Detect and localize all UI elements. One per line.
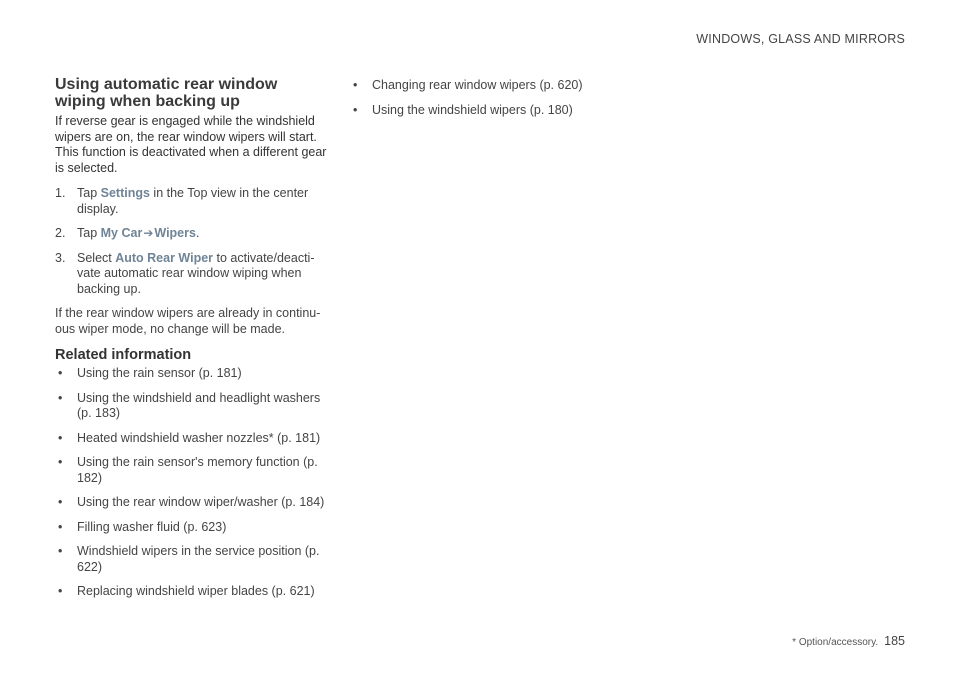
- bullet-icon: •: [353, 78, 358, 92]
- step-text: to activate/deacti-vate automatic rear window wiping when backing up.: [77, 250, 315, 296]
- page-footer: [792, 634, 905, 648]
- related-link[interactable]: [350, 78, 622, 94]
- page-number: 185: [884, 634, 905, 648]
- arrow-right-icon: ➔: [143, 226, 154, 240]
- ui-term-my-car: My Car: [100, 226, 143, 240]
- bullet-icon: •: [58, 455, 63, 469]
- related-list-continued: [350, 78, 622, 118]
- running-header: WINDOWS, GLASS AND MIRRORS: [696, 32, 905, 46]
- bullet-icon: •: [58, 366, 63, 380]
- step-number: 3.: [55, 250, 66, 265]
- related-link-text: Replacing windshield wiper blades (p. 621): [77, 584, 315, 598]
- related-link[interactable]: [55, 391, 327, 422]
- related-link[interactable]: [55, 520, 327, 536]
- section-title: Using automatic rear window wiping when backing up: [55, 76, 278, 110]
- bullet-icon: •: [58, 430, 63, 445]
- footnote-option-accessory: * Option/accessory.: [792, 637, 879, 648]
- related-list: [55, 366, 327, 600]
- step-text: in the Top view in the center display.: [77, 186, 309, 216]
- bullet-icon: •: [58, 544, 63, 558]
- related-link[interactable]: [55, 495, 327, 511]
- bullet-icon: •: [58, 519, 63, 534]
- step-text: Select: [77, 250, 116, 265]
- bullet-icon: •: [58, 584, 63, 598]
- step-text: Tap: [77, 186, 101, 200]
- bullet-icon: •: [58, 390, 63, 405]
- related-link-text: Windshield wipers in the service position (p. 622): [77, 544, 320, 574]
- related-link[interactable]: [55, 544, 327, 575]
- step-item: [55, 251, 327, 298]
- related-link-text: Using the rear window wiper/washer (p. 184): [77, 495, 325, 509]
- related-link-text: Using the rain sensor's memory function (p. 182): [77, 455, 318, 485]
- bullet-icon: •: [353, 102, 358, 117]
- step-text: .: [195, 226, 200, 240]
- related-link-text: Heated windshield washer nozzles* (p. 181): [77, 430, 321, 445]
- ui-term-wipers: Wipers: [154, 226, 196, 240]
- steps-list: [55, 186, 327, 297]
- step-item: [55, 226, 327, 242]
- step-number: 1.: [55, 186, 66, 200]
- ui-term-settings: Settings: [100, 186, 150, 200]
- related-link-text: Using the windshield and headlight washers (p. 183): [77, 390, 321, 420]
- related-link-text: Changing rear window wipers (p. 620): [372, 78, 583, 92]
- bullet-icon: •: [58, 495, 63, 509]
- related-heading: Related information: [55, 347, 192, 363]
- related-link-text: Using the windshield wipers (p. 180): [372, 102, 573, 117]
- related-link-text: Using the rain sensor (p. 181): [77, 366, 242, 380]
- related-link[interactable]: [55, 455, 327, 486]
- step-number: 2.: [55, 226, 66, 240]
- step-item: [55, 186, 327, 217]
- intro-paragraph: If reverse gear is engaged while the windshield wipers are on, the rear window wipers will start. This function is deactivated when a different gear is selected.: [55, 114, 327, 175]
- related-link[interactable]: [55, 366, 327, 382]
- step-text: Tap: [77, 226, 101, 240]
- right-column: [350, 78, 622, 127]
- related-link[interactable]: [350, 103, 622, 119]
- left-column: [55, 76, 327, 609]
- related-link[interactable]: [55, 584, 327, 600]
- related-link[interactable]: [55, 431, 327, 447]
- note-paragraph: If the rear window wipers are already in continu-ous wiper mode, no change will be made.: [55, 306, 321, 336]
- ui-term-auto-rear-wiper: Auto Rear Wiper: [115, 250, 214, 265]
- related-link-text: Filling washer fluid (p. 623): [77, 519, 227, 534]
